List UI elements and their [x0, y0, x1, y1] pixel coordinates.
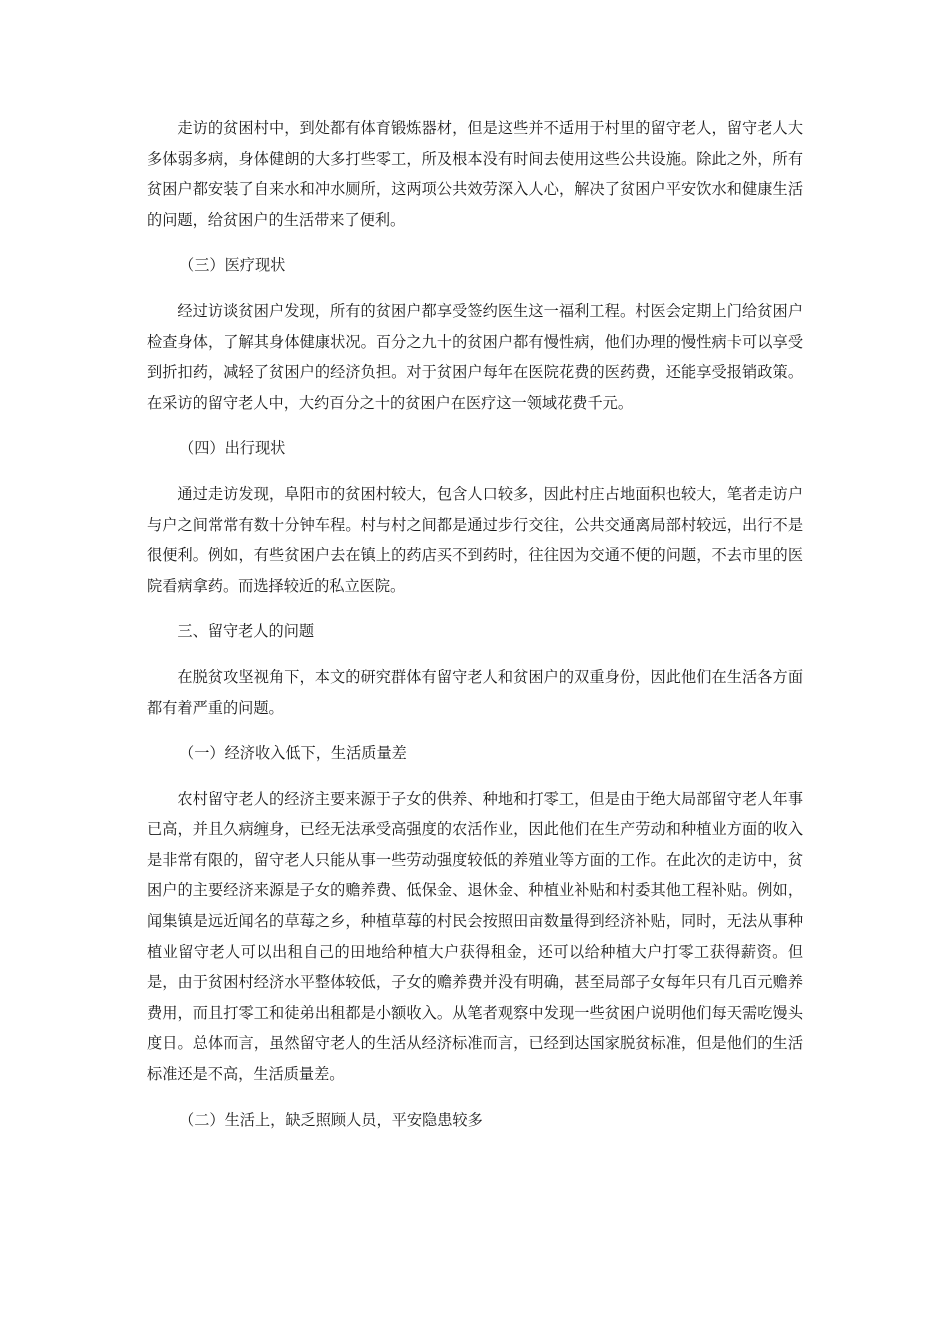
chapter-heading-elderly-problems: 三、留守老人的问题 [177, 622, 315, 641]
section-heading-lack-of-care: （二）生活上，缺乏照顾人员，平安隐患较多 [179, 1110, 483, 1129]
document-page [147, 113, 803, 1150]
section-heading-travel-status: （四）出行现状 [179, 439, 286, 458]
paragraph-travel-status: 通过走访发现，阜阳市的贫困村较大，包含人口较多，因此村庄占地面积也较大，笔者走访户与户之间常常有数十分钟车程。村与村之间都是通过步行交往，公共交通离局部村较远，出行不是很便利。例如，有些贫困户去在镇上的药店买不到药时，往往因为交通不便的问题，不去市里的医院看病拿药。而选择较近的私立医院。 [147, 484, 803, 595]
paragraph-public-facilities: 走访的贫困村中，到处都有体育锻炼器材，但是这些并不适用于村里的留守老人，留守老人大多体弱多病，身体健朗的大多打些零工，所及根本没有时间去使用这些公共设施。除此之外，所有贫困户都安装了自来水和冲水厕所，这两项公共效劳深入人心，解决了贫困户平安饮水和健康生活的问题，给贫困户的生活带来了便利。 [147, 119, 803, 229]
paragraph-medical-status: 经过访谈贫困户发现，所有的贫困户都享受签约医生这一福利工程。村医会定期上门给贫困户检查身体，了解其身体健康状况。百分之九十的贫困户都有慢性病，他们办理的慢性病卡可以享受到折扣药，减轻了贫困户的经济负担。对于贫困户每年在医院花费的医药费，还能享受报销政策。在采访的留守老人中，大约百分之十的贫困户在医疗这一领域花费千元。 [147, 301, 803, 412]
paragraph-elderly-problems-intro: 在脱贫攻坚视角下，本文的研究群体有留守老人和贫困户的双重身份，因此他们在生活各方面都有着严重的问题。 [147, 667, 803, 717]
section-heading-low-income: （一）经济收入低下，生活质量差 [179, 744, 407, 763]
section-heading-medical-status: （三）医疗现状 [179, 256, 286, 275]
paragraph-low-income: 农村留守老人的经济主要来源于子女的供养、种地和打零工，但是由于绝大局部留守老人年事已高，并且久病缠身，已经无法承受高强度的农活作业，因此他们在生产劳动和种植业方面的收入是非常有限的，留守老人只能从事一些劳动强度较低的养殖业等方面的工作。在此次的走访中，贫困户的主要经济来源是子女的赡养费、低保金、退休金、种植业补贴和村委其他工程补贴。例如，闻集镇是远近闻名的草莓之乡，种植草莓的村民会按照田亩数量得到经济补贴，同时，无法从事种植业留守老人可以出租自己的田地给种植大户获得租金，还可以给种植大户打零工获得薪资。但是，由于贫困村经济水平整体较低，子女的赡养费并没有明确，甚至局部子女每年只有几百元赡养费用，而且打零工和徒弟出租都是小额收入。从笔者观察中发现一些贫困户说明他们每天需吃馒头度日。总体而言，虽然留守老人的生活从经济标准而言，已经到达国家脱贫标准，但是他们的生活标准还是不高，生活质量差。 [147, 789, 803, 1084]
